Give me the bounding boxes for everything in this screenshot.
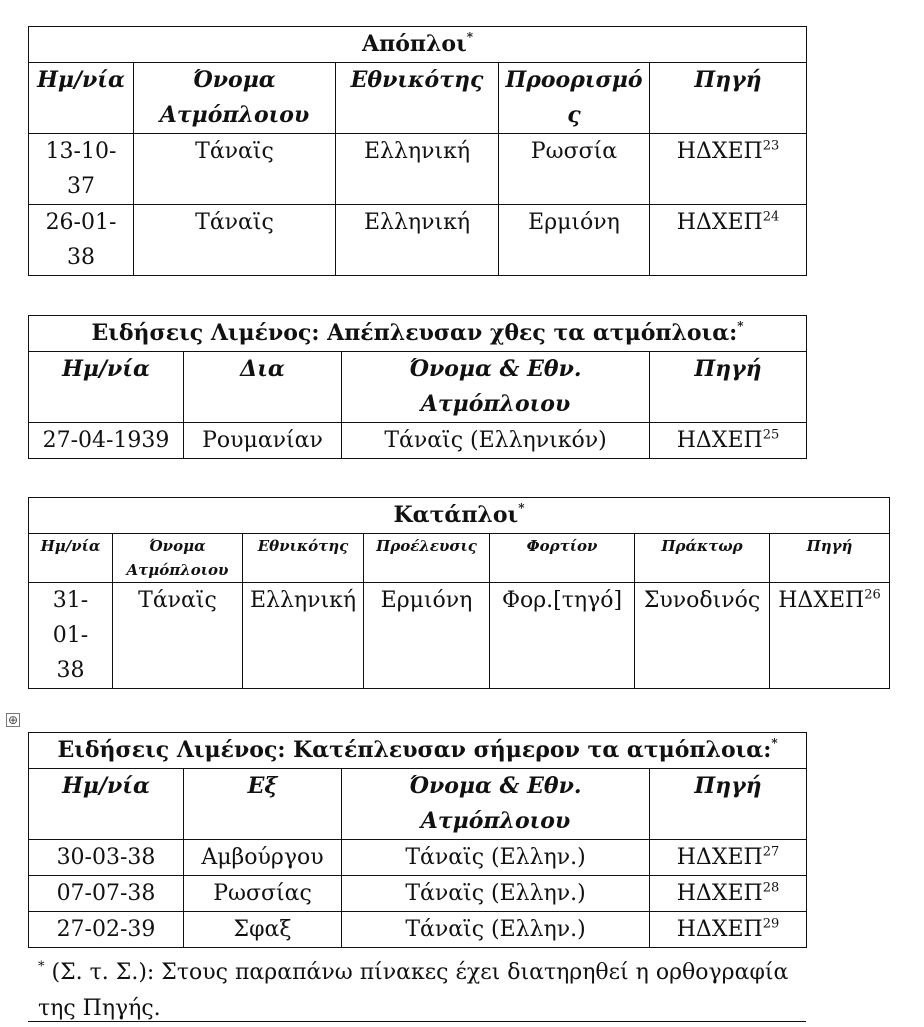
agent-cell: Συνοδινός (635, 583, 770, 689)
source-cell: ΗΔΧΕΠ$^{27}$ (650, 840, 807, 876)
table-title: Απόπλοι* (29, 27, 807, 63)
ship-name-cell: Τάναϊς (113, 583, 243, 689)
footnote-ref[interactable]: 27 (762, 844, 780, 860)
date-cell: 13-10-37 (29, 134, 134, 205)
column-header: Ημ/νία (29, 769, 184, 840)
nationality-cell: Ελληνική (336, 205, 499, 276)
date-cell: 07-07-38 (29, 876, 184, 912)
ship-name-cell: Τάναϊς (134, 205, 336, 276)
destination-cell: Ερμιόνη (499, 205, 650, 276)
column-header: Πηγή (650, 352, 807, 423)
footnote-ref[interactable]: 24 (762, 209, 780, 225)
footnote-ref[interactable]: 29 (762, 916, 780, 932)
source-cell: ΗΔΧΕΠ$^{29}$ (650, 912, 807, 948)
ship-name-cell: Τάναϊς (Ελλην.) (342, 912, 650, 948)
footnote-ref[interactable]: 25 (762, 427, 780, 443)
editor-footnote (38, 955, 818, 1027)
ship-name-cell: Τάναϊς (Ελλην.) (342, 876, 650, 912)
source-cell: ΗΔΧΕΠ$^{25}$ (650, 423, 807, 459)
table-row (29, 912, 807, 948)
source-cell: ΗΔΧΕΠ$^{28}$ (650, 876, 807, 912)
column-header: Εθνικότης (243, 534, 364, 583)
column-header: Όνομα Ατμόπλοιου (134, 63, 336, 134)
table-row (29, 840, 807, 876)
date-cell: 27-02-39 (29, 912, 184, 948)
footnote-marker: * (771, 735, 778, 750)
table-title: Ειδήσεις Λιμένος: Κατέπλευσαν σήμερον τα ατμόπλοια:* (29, 733, 807, 769)
date-cell: 27-04-1939 (29, 423, 184, 459)
ship-name-cell: Τάναϊς (Ελλην.) (342, 840, 650, 876)
footnote-marker: * (466, 29, 474, 44)
table-header-row (29, 352, 807, 423)
table-row (29, 876, 807, 912)
column-header: Όνομα Ατμόπλοιου (113, 534, 243, 583)
column-header: Εξ (184, 769, 342, 840)
table-caption-row (29, 316, 807, 352)
column-header: Πηγή (770, 534, 890, 583)
cargo-cell: Φορ.[τηγό] (490, 583, 635, 689)
column-header: Όνομα & Εθν. Ατμόπλοιου (342, 352, 650, 423)
column-header: Όνομα & Εθν. Ατμόπλοιου (342, 769, 650, 840)
arrived-today-table (28, 732, 807, 948)
column-header: Ημ/νία (29, 63, 134, 134)
source-cell: ΗΔΧΕΠ$^{26}$ (770, 583, 890, 689)
from-cell: Ρωσσίας (184, 876, 342, 912)
footnote-marker: * (518, 500, 525, 515)
from-cell: Αμβούργου (184, 840, 342, 876)
column-header: Πράκτωρ (635, 534, 770, 583)
table-row (29, 423, 807, 459)
origin-cell: Ερμιόνη (364, 583, 490, 689)
column-header: Προορισμός (499, 63, 650, 134)
footnote-ref[interactable]: 23 (762, 138, 780, 154)
column-header: Εθνικότης (336, 63, 499, 134)
table-header-row (29, 534, 890, 583)
from-cell: Σφαξ (184, 912, 342, 948)
nationality-cell: Ελληνική (336, 134, 499, 205)
ship-name-cell: Τάναϊς (134, 134, 336, 205)
date-cell: 31-01-38 (29, 583, 113, 689)
column-header: Ημ/νία (29, 352, 184, 423)
footnote-marker: * (737, 318, 744, 333)
nationality-cell: Ελληνική (243, 583, 364, 689)
table-caption-row (29, 27, 807, 63)
column-header: Ημ/νία (29, 534, 113, 583)
column-header: Πηγή (650, 769, 807, 840)
table-row (29, 134, 807, 205)
table-row (29, 205, 807, 276)
arrivals-table (28, 497, 890, 689)
column-header: Πηγή (650, 63, 807, 134)
column-header: Φορτίον (490, 534, 635, 583)
table-title: Κατάπλοι* (29, 498, 890, 534)
source-cell: ΗΔΧΕΠ$^{24}$ (650, 205, 807, 276)
table-title: Ειδήσεις Λιμένος: Απέπλευσαν χθες τα ατμόπλοια:* (29, 316, 807, 352)
date-cell: 30-03-38 (29, 840, 184, 876)
destination-cell: Ρωσσία (499, 134, 650, 205)
source-cell: ΗΔΧΕΠ$^{23}$ (650, 134, 807, 205)
table-caption-row (29, 733, 807, 769)
ship-name-cell: Τάναϊς (Ελληνικόν) (342, 423, 650, 459)
footnote-ref[interactable]: 28 (762, 880, 780, 896)
via-cell: Ρουμανίαν (184, 423, 342, 459)
table-row (29, 583, 890, 689)
sailed-yesterday-table (28, 315, 807, 459)
table-move-handle-icon[interactable]: ⊕ (7, 713, 19, 727)
footnote-text: (Σ. τ. Σ.): Στους παραπάνω πίνακες έχει διατηρηθεί η ορθογραφία της Πηγής. (38, 960, 789, 1021)
table-header-row (29, 769, 807, 840)
footnote-marker: * (38, 959, 45, 975)
column-header: Προέλευσις (364, 534, 490, 583)
date-cell: 26-01-38 (29, 205, 134, 276)
page-divider (28, 1021, 806, 1022)
table-header-row (29, 63, 807, 134)
footnote-ref[interactable]: 26 (864, 587, 881, 603)
departures-table (28, 26, 807, 276)
column-header: Δια (184, 352, 342, 423)
table-caption-row (29, 498, 890, 534)
